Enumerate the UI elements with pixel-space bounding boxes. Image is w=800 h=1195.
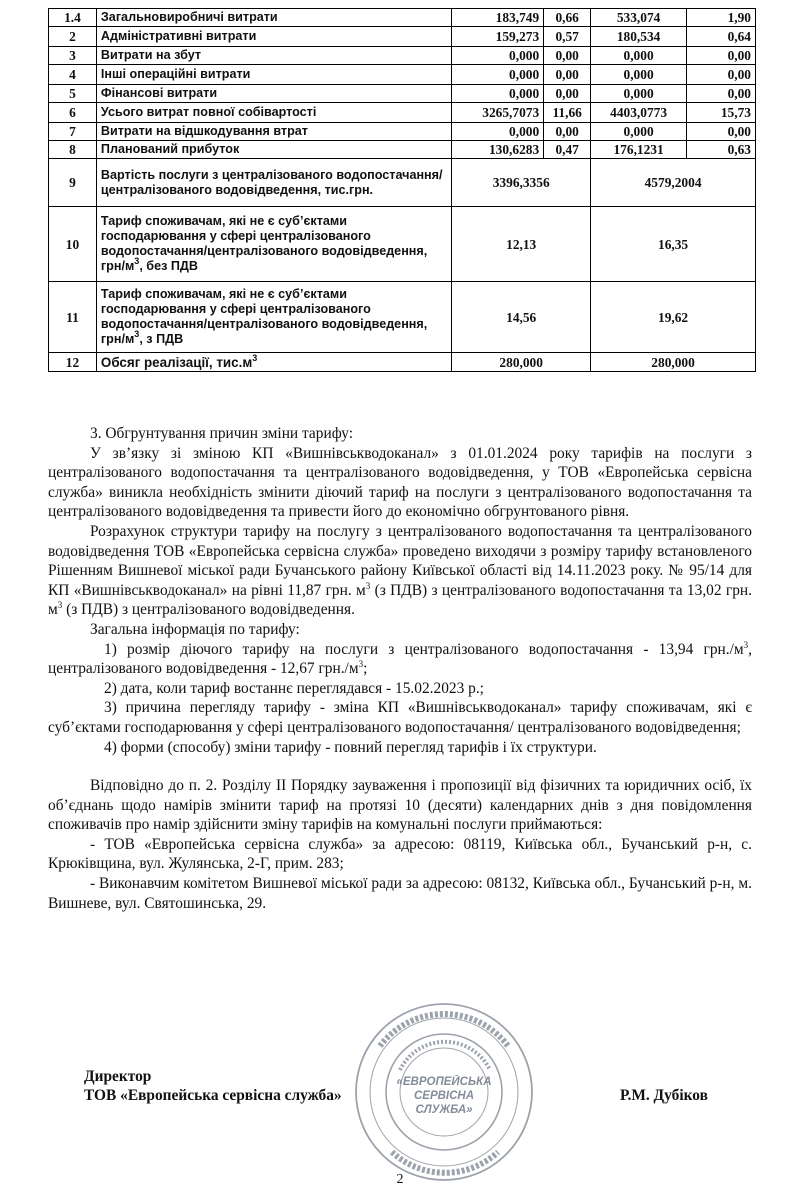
value-planned: 0,000 [591,65,687,85]
value-current: 0,000 [452,47,544,65]
row-name: Обсяг реалізації, $тис.м^3$ [96,353,451,372]
row-name: Загальновиробничі витрати [96,9,451,27]
row-name: Інші операційні витрати [96,65,451,85]
body-text [48,424,752,913]
table-row [49,47,756,65]
table-row [49,159,756,207]
value-planned: 280,000 [591,353,756,372]
seal-text-3: СЛУЖБА» [415,1104,473,1116]
value-current: 3265,7073 [452,103,544,123]
paragraph-procedure: Відповідно до п. 2. Розділу II Порядку зауваження і пропозиції від фізичних та юридичних осіб, їх об’єднань щодо намірів змінити тариф на протязі 10 (десяти) календарних днів з дня повідомлення споживачів про намір здійснити зміну тарифів на комунальні послуги приймаються: [48,777,752,834]
paragraph-calculation: Розрахунок структури тарифу на послугу з централізованого водопостачання та централізованого водовідведення ТОВ «Европейська сервісна служба» проведено виходячи з розміру тарифу встановленого Рішенням Вишневої міської ради Бучанського району Київської області від 14.11.2023 року. № 95/14 для КП «Вишнівськводоканал» на рівні 11,87 грн. $м^3$ (з ПДВ) з централізованого водопостачання та 13,02 грн. $м^3$ (з ПДВ) з централізованого водовідведення. [48,522,752,619]
share-current: 11,66 [544,103,591,123]
share-planned: 0,00 [687,123,756,141]
share-planned: 0,00 [687,47,756,65]
row-name: Усього витрат повної собівартості [96,103,451,123]
value-planned: 0,000 [591,123,687,141]
value-planned: 4403,0773 [591,103,687,123]
row-name: Витрати на відшкодування втрат [96,123,451,141]
row-number: 11 [49,282,97,353]
tariff-table [48,8,756,372]
value-current: 0,000 [452,85,544,103]
share-planned: 0,63 [687,141,756,159]
section-heading: 3. Обгрунтування причин зміни тарифу: [90,425,354,442]
info-item-4: 4) форми (способу) зміни тарифу - повний перегляд тарифів і їх структури. [104,738,597,756]
row-number: 2 [49,27,97,47]
share-current: 0,00 [544,47,591,65]
row-name: Фінансові витрати [96,85,451,103]
value-current: 3396,3356 [452,159,591,207]
value-current: 14,56 [452,282,591,353]
table-row [49,353,756,372]
info-item-1: 1) розмір діючого тарифу на послуги з централізованого водопостачання - 13,94 $грн./м^3$, централізованого водовідведення - 12,67 $грн./м^3$; [48,639,752,678]
row-number: 5 [49,85,97,103]
row-name: Тариф споживачам, які не є суб’єктами господарювання у сфері централізованого водопостачання/централізованого водовідведення, грн/$м^3$, з ПДВ [96,282,451,353]
address-council: - Виконавчим комітетом Вишневої міської ради за адресою: 08132, Київська обл., Бучанський р-н, м. Вишневе, вул. Святошинська, 29. [48,875,752,912]
share-current: 0,00 [544,65,591,85]
value-planned: 19,62 [591,282,756,353]
value-planned: 16,35 [591,207,756,282]
share-planned: 0,64 [687,27,756,47]
info-item-3: 3) причина перегляду тарифу - зміна КП «Вишнівськводоканал» тарифу споживачам, які є суб’єктами господарювання у сфері централізованого водопостачання/ централізованого водовідведення; [48,699,752,736]
row-number: 6 [49,103,97,123]
row-name: Вартість послуги з централізованого водопостачання/централізованого водовідведення, тис.грн. [96,159,451,207]
signature-name: Р.М. Дубіков [620,1087,708,1104]
value-planned: 0,000 [591,85,687,103]
share-planned: 15,73 [687,103,756,123]
row-number: 3 [49,47,97,65]
seal-text-1: «ЕВРОПЕЙСЬКА [396,1076,492,1088]
value-planned: 176,1231 [591,141,687,159]
paragraph-reason: У зв’язку зі зміною КП «Вишнівськводоканал» з 01.01.2024 року тарифів на послуги з централізованого водопостачання та централізованого водовідведення, у ТОВ «Европейська сервісна служба» виникла необхідність змінити діючий тариф на послуги з централізованого водопостачання та централізованого водовідведення та привести його до економічно обгрунтованого рівня. [48,444,752,521]
value-current: 280,000 [452,353,591,372]
share-current: 0,00 [544,123,591,141]
row-number: 4 [49,65,97,85]
row-name: Адміністративні витрати [96,27,451,47]
row-name: Планований прибуток [96,141,451,159]
table-row [49,27,756,47]
value-planned: 0,000 [591,47,687,65]
table-row [49,65,756,85]
value-planned: 533,074 [591,9,687,27]
share-current: 0,66 [544,9,591,27]
row-number: 8 [49,141,97,159]
share-current: 0,00 [544,85,591,103]
address-company: - ТОВ «Европейська сервісна служба» за адресою: 08119, Київська обл., Бучанський р-н, с. Крюківщина, вул. Жулянська, 2-Г, прим. 283; [48,835,752,873]
table-row [49,282,756,353]
seal-text-2: СЕРВІСНА [413,1090,475,1102]
share-planned: 1,90 [687,9,756,27]
table-row [49,141,756,159]
value-planned: 4579,2004 [591,159,756,207]
value-current: 183,749 [452,9,544,27]
info-item-2: 2) дата, коли тариф востаннє переглядався - 15.02.2023 р.; [104,679,484,697]
table-row [49,85,756,103]
value-current: 159,273 [452,27,544,47]
value-planned: 180,534 [591,27,687,47]
page-number: 2 [396,1172,404,1187]
table-row [49,103,756,123]
company-seal [352,1000,537,1185]
row-name: Тариф споживачам, які не є суб’єктами господарювання у сфері централізованого водопостачання/централізованого водовідведення, грн/$м^3$, без ПДВ [96,207,451,282]
value-current: 0,000 [452,65,544,85]
signature-title: Директор [84,1068,152,1085]
general-info-heading: Загальна інформація по тарифу: [90,620,300,638]
share-planned: 0,00 [687,65,756,85]
share-planned: 0,00 [687,85,756,103]
signature-org: ТОВ «Европейська сервісна служба» [84,1087,342,1104]
value-current: 130,6283 [452,141,544,159]
table-row [49,123,756,141]
table-row [49,207,756,282]
share-current: 0,57 [544,27,591,47]
table-row [49,9,756,27]
row-number: 10 [49,207,97,282]
row-number: 1.4 [49,9,97,27]
row-number: 9 [49,159,97,207]
row-number: 12 [49,353,97,372]
value-current: 0,000 [452,123,544,141]
row-number: 7 [49,123,97,141]
value-current: 12,13 [452,207,591,282]
share-current: 0,47 [544,141,591,159]
row-name: Витрати на збут [96,47,451,65]
